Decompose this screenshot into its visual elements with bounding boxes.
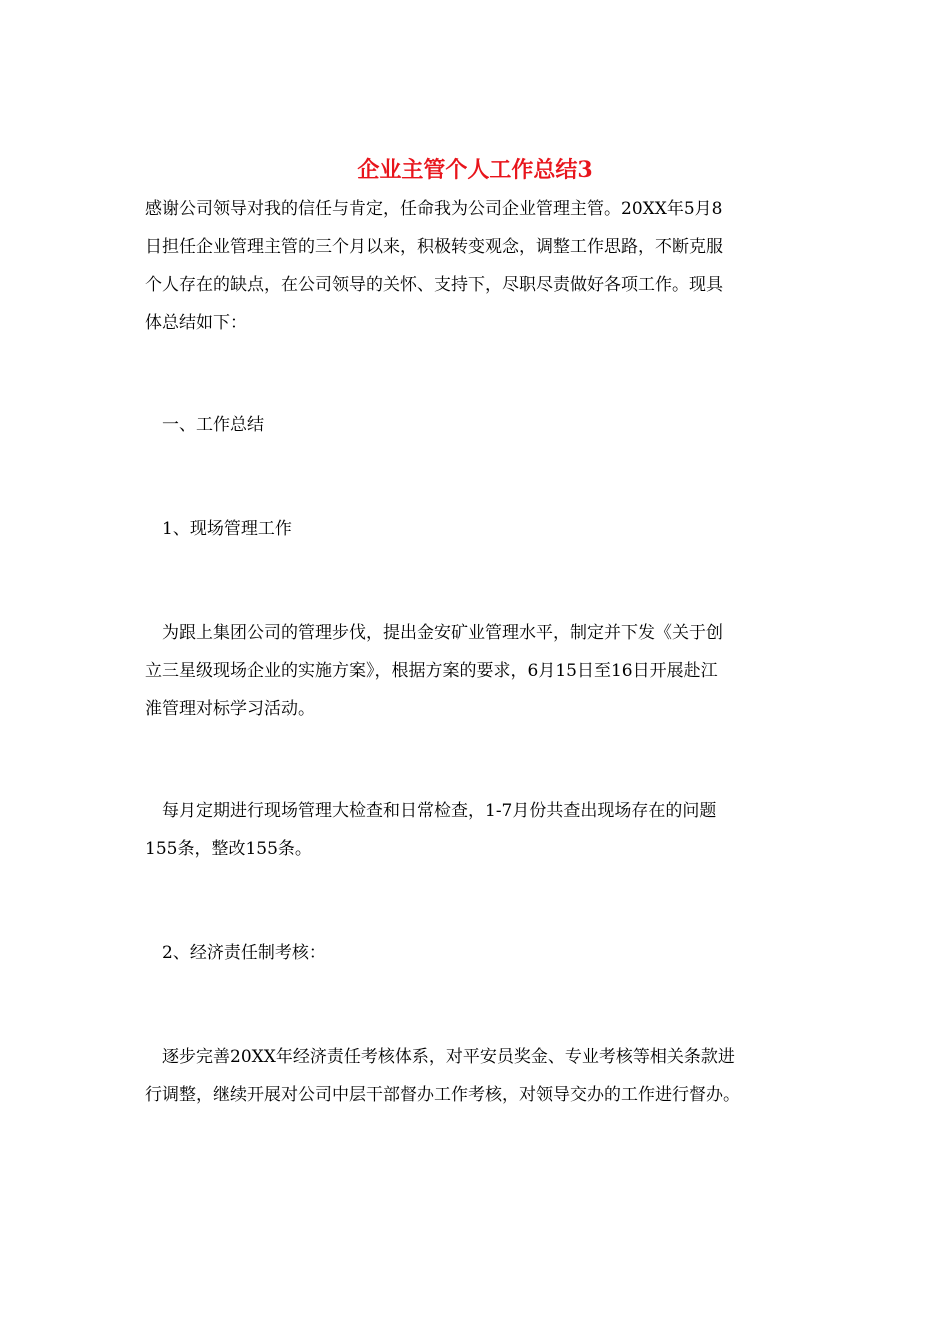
intro-line-2: 日担任企业管理主管的三个月以来，积极转变观念，调整工作思路，不断克服 — [145, 237, 723, 257]
site-management-p1-line-1: 为跟上集团公司的管理步伐，提出金安矿业管理水平，制定并下发《关于创 — [145, 623, 723, 643]
intro-paragraph — [145, 190, 813, 342]
site-management-p1-line-2: 立三星级现场企业的实施方案》，根据方案的要求，6月15日至16日开展赴江 — [145, 661, 718, 681]
subheading-site-management-text: 1、现场管理工作 — [145, 519, 292, 539]
site-management-paragraph-2 — [145, 792, 813, 868]
site-management-paragraph-1 — [145, 614, 813, 728]
site-management-p1-line-3: 淮管理对标学习活动。 — [145, 699, 315, 719]
site-management-p2-line-2: 155条，整改155条。 — [145, 839, 312, 859]
site-management-p2-line-1: 每月定期进行现场管理大检查和日常检查，1-7月份共查出现场存在的问题 — [145, 801, 717, 821]
intro-line-4: 体总结如下： — [145, 313, 247, 333]
intro-line-1: 感谢公司领导对我的信任与肯定，任命我为公司企业管理主管。20XX年5月8 — [145, 199, 723, 219]
economic-responsibility-paragraph — [145, 1038, 813, 1114]
subheading-site-management — [145, 510, 813, 548]
subheading-economic-responsibility-text: 2、经济责任制考核： — [145, 943, 326, 963]
subheading-economic-responsibility — [145, 934, 813, 972]
intro-line-3: 个人存在的缺点，在公司领导的关怀、支持下，尽职尽责做好各项工作。现具 — [145, 275, 723, 295]
section-heading-work-summary — [145, 406, 813, 444]
section-heading-text: 一、工作总结 — [145, 415, 264, 435]
document-title: 企业主管个人工作总结3 — [357, 157, 593, 183]
economic-responsibility-line-2: 行调整，继续开展对公司中层干部督办工作考核，对领导交办的工作进行督办。 — [145, 1085, 740, 1105]
economic-responsibility-line-1: 逐步完善20XX年经济责任考核体系，对平安员奖金、专业考核等相关条款进 — [145, 1047, 735, 1067]
